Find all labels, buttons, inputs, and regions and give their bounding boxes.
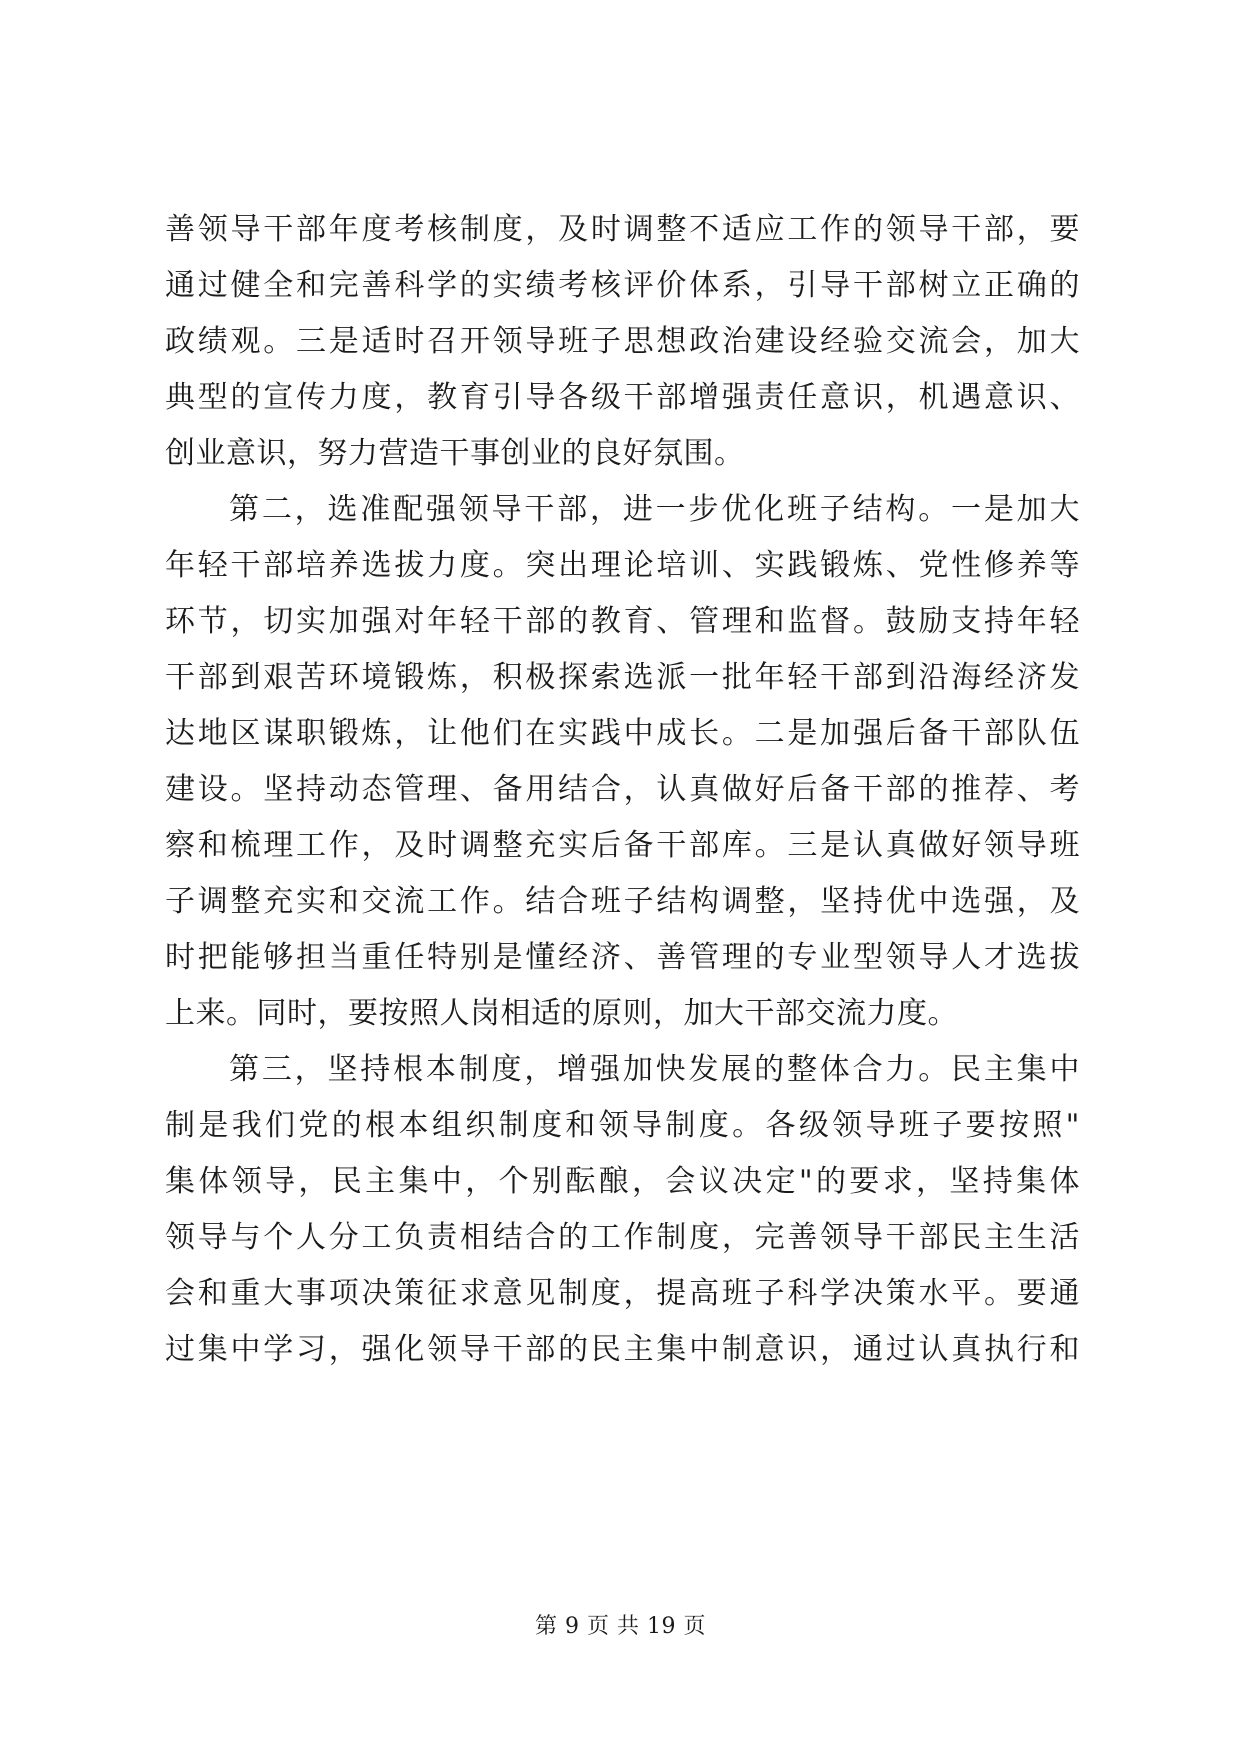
text-line: 会和重大事项决策征求意见制度，提高班子科学决策水平。要通 <box>165 1276 1080 1311</box>
text-line: 集体领导，民主集中，个别酝酿，会议决定"的要求，坚持集体 <box>165 1164 1080 1199</box>
text-line: 制是我们党的根本组织制度和领导制度。各级领导班子要按照" <box>165 1108 1080 1143</box>
text-line: 第三，坚持根本制度，增强加快发展的整体合力。民主集中 <box>229 1052 1080 1087</box>
text-line: 上来。同时，要按照人岗相适的原则，加大干部交流力度。 <box>165 996 958 1031</box>
text-line: 干部到艰苦环境锻炼，积极探索选派一批年轻干部到沿海经济发 <box>165 660 1080 695</box>
text-line: 典型的宣传力度，教育引导各级干部增强责任意识，机遇意识、 <box>165 380 1080 415</box>
text-line: 环节，切实加强对年轻干部的教育、管理和监督。鼓励支持年轻 <box>165 604 1080 639</box>
text-line: 子调整充实和交流工作。结合班子结构调整，坚持优中选强，及 <box>165 884 1080 919</box>
text-line: 察和梳理工作，及时调整充实后备干部库。三是认真做好领导班 <box>165 828 1080 863</box>
text-line: 善领导干部年度考核制度，及时调整不适应工作的领导干部，要 <box>165 212 1080 247</box>
text-line: 创业意识，努力营造干事创业的良好氛围。 <box>165 436 745 471</box>
text-line: 通过健全和完善科学的实绩考核评价体系，引导干部树立正确的 <box>165 268 1080 303</box>
text-line: 领导与个人分工负责相结合的工作制度，完善领导干部民主生活 <box>165 1220 1080 1255</box>
text-line: 过集中学习，强化领导干部的民主集中制意识，通过认真执行和 <box>165 1332 1080 1367</box>
text-line: 达地区谋职锻炼，让他们在实践中成长。二是加强后备干部队伍 <box>165 716 1080 751</box>
page-number-footer: 第 9 页 共 19 页 <box>535 1614 706 1639</box>
text-line: 建设。坚持动态管理、备用结合，认真做好后备干部的推荐、考 <box>165 772 1080 807</box>
text-line: 政绩观。三是适时召开领导班子思想政治建设经验交流会，加大 <box>165 324 1080 359</box>
text-line: 第二，选准配强领导干部，进一步优化班子结构。一是加大 <box>229 492 1080 527</box>
text-line: 时把能够担当重任特别是懂经济、善管理的专业型领导人才选拔 <box>165 940 1080 975</box>
text-line: 年轻干部培养选拔力度。突出理论培训、实践锻炼、党性修养等 <box>165 548 1080 583</box>
